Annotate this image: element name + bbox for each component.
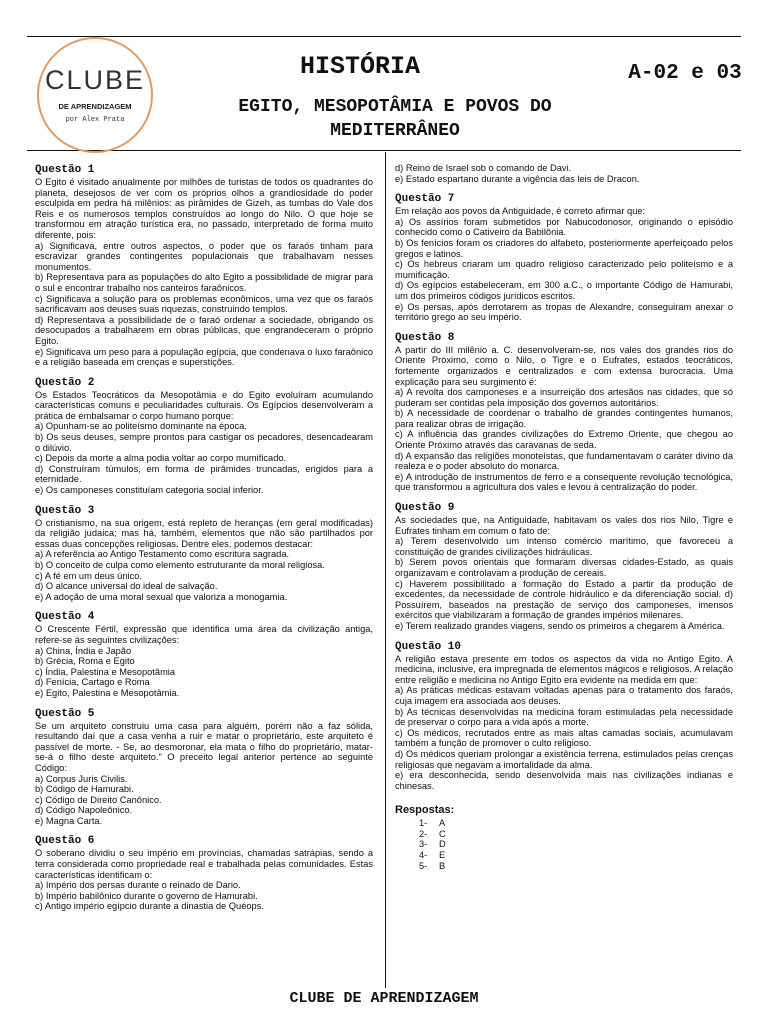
question bbox=[395, 193, 733, 323]
question-text: O cristianismo, na sua origem, está repleto de heranças (em geral modificadas) da religião judaica; mas há, também, elementos que não são partilhados por essas duas concepções religiosas. Dentre eles, podemos destacar: bbox=[35, 517, 373, 549]
option: e) A adoção de uma moral sexual que valoriza a monogamia. bbox=[35, 591, 288, 602]
question-text: O Crescente Fértil, expressão que identifica uma área da civilização antiga, refere-se às seguintes civilizações: bbox=[35, 624, 373, 645]
question bbox=[35, 708, 373, 827]
logo-main-text: CLUBE bbox=[44, 65, 146, 95]
logo-sub-text: DE APRENDIZAGEM bbox=[58, 102, 132, 111]
option: c) A influência das grandes civilizações do Extremo Oriente, que chegou ao Oriente Próximo através das caravanas de seda. bbox=[395, 429, 733, 451]
option: e) Significava um peso para a população egípcia, que condenava o luxo faraônico e a religião baseada em crenças e superstições. bbox=[35, 346, 374, 368]
answer-number: 4- bbox=[419, 850, 428, 861]
answer-key-title: Respostas: bbox=[395, 804, 455, 817]
question-heading: Questão 9 bbox=[395, 502, 455, 515]
option: c) A fé em um deus único. bbox=[35, 570, 142, 581]
answer-item bbox=[395, 839, 733, 850]
option: e) A introdução de instrumentos de ferro e a consequente revolução tecnológica, que transformou a agricultura dos vales e levou à centralização do poder. bbox=[395, 471, 733, 493]
option: c) Antigo império egípcio durante a dinastia de Quéops. bbox=[35, 901, 264, 912]
logo-author-text: por Alex Prata bbox=[65, 116, 125, 124]
page-subtitle: EGITO, MESOPOTÂMIA E POVOS DO MEDITERRÂNEO bbox=[238, 97, 552, 141]
option: c) Os hebreus criaram um quadro religioso caracterizado pelo politeísmo e a mumificação. bbox=[395, 259, 733, 280]
option: e) Magna Carta. bbox=[35, 815, 103, 826]
option: b) Os fenícios foram os criadores do alfabeto, posteriormente aperfeiçoado pelos gregos e latinos. bbox=[395, 237, 733, 259]
question-heading: Questão 3 bbox=[35, 504, 95, 517]
answer-item bbox=[395, 829, 733, 840]
option: b) O conceito de culpa como elemento estruturante da moral religiosa. bbox=[35, 560, 325, 570]
question-heading: Questão 5 bbox=[35, 707, 95, 720]
option: d) O alcance universal do ideal de salvação. bbox=[35, 581, 218, 592]
answer-item bbox=[395, 861, 733, 872]
question-text: A religião estava presente em todos os aspectos da vida no Antigo Egito. A medicina, inclusive, era impregnada de elementos mágicos e religiosos. A relação entre religião e medicina no Antigo Egito era evidente na medida em que: bbox=[395, 653, 733, 685]
option: e) era desconhecida, sendo desenvolvida mais nas civilizações indianas e chinesas. bbox=[395, 770, 733, 791]
option: b) Serem povos orientais que formaram diversas cidades-Estado, as quais organizavam e controlavam a produção de cereais. bbox=[395, 557, 733, 578]
question-text: Em relação aos povos da Antiguidade, é correto afirmar que: bbox=[395, 206, 646, 217]
option: e) Os persas, após derrotarem as tropas de Alexandre, conseguiram anexar o território grego ao seu império. bbox=[395, 301, 733, 323]
answer-item bbox=[395, 850, 733, 861]
option: b) Representava para as populações do alto Egito a possibilidade de migrar para o sul e encontrar trabalho nos canteiros faraônicos. bbox=[35, 272, 373, 293]
page-title: HISTÓRIA bbox=[300, 52, 421, 81]
right-column bbox=[395, 163, 733, 872]
option: b) As técnicas desenvolvidas na medicina foram estimuladas pela necessidade de preservar o corpo para a vida após a morte. bbox=[395, 706, 733, 728]
option: e) Egito, Palestina e Mesopotâmia. bbox=[35, 687, 180, 698]
answer-number: 1- bbox=[419, 817, 428, 828]
answer-letter: A bbox=[439, 817, 446, 828]
option: a) Os assírios foram submetidos por Nabucodonosor, originando o episódio conhecido como o Cativeiro da Babilônia. bbox=[395, 216, 733, 238]
lesson-code: A-02 e 03 bbox=[628, 62, 742, 85]
header-rule bbox=[27, 150, 741, 151]
question bbox=[35, 505, 373, 603]
option: a) Terem desenvolvido um intenso comércio marítimo, que favoreceu a constituição de grandes civilizações hidráulicas. bbox=[395, 536, 733, 557]
option: e) Estado espartano durante a vigência das leis de Dracon. bbox=[395, 173, 640, 184]
option: a) China, Índia e Japão bbox=[35, 645, 132, 656]
option: a) Império dos persas durante o reinado de Dario. bbox=[35, 880, 241, 891]
page-footer: CLUBE DE APRENDIZAGEM bbox=[289, 990, 479, 1007]
answer-letter: B bbox=[439, 861, 446, 872]
question bbox=[395, 332, 733, 493]
option: b) Os seus deuses, sempre prontos para castigar os pecadores, desencadearam o dilúvio. bbox=[35, 432, 373, 453]
question bbox=[35, 611, 373, 698]
option: d) Reino de Israel sob o comando de Davi. bbox=[395, 163, 572, 173]
question-text: A partir do III milênio a. C. desenvolveram-se, nos vales dos grandes rios do Oriente Próximo, como o Nilo, o Tigre e o Eufrates, estados teocráticos, fortemente organizados e centralizados e com extensa burocracia. Uma explicação para seu surgimento é: bbox=[395, 344, 733, 387]
question bbox=[35, 377, 373, 496]
option: a) Significava, entre outros aspectos, o poder que os faraós tinham para escravizar grandes contingentes populacionais que trabalhavam nesses monumentos. bbox=[35, 240, 373, 272]
option: d) Os médicos queriam prolongar a existência terrena, estimulados pelas crenças religiosas que negavam a imortalidade da alma. bbox=[395, 748, 733, 770]
left-column bbox=[35, 164, 373, 921]
question-heading: Questão 1 bbox=[35, 164, 95, 176]
option: d) Os egípcios estabeleceram, em 300 a.C., o importante Código de Hamurabi, um dos primeiros códigos jurídicos escritos. bbox=[395, 280, 733, 301]
answer-item bbox=[395, 818, 733, 829]
question-text: As sociedades que, na Antiguidade, habitavam os vales dos rios Nilo, Tigre e Eufrates tinham em comum o fato de: bbox=[395, 515, 733, 536]
option: b) Grécia, Roma e Egito bbox=[35, 656, 135, 667]
option: a) Opunham-se ao politeísmo dominante na época. bbox=[35, 421, 247, 432]
option: b) Império babilônico durante o governo de Hamurabi. bbox=[35, 890, 258, 901]
option: c) Significava a solução para os problemas econômicos, uma vez que os faraós sacrificavam aos deuses suas riquezas, construindo templos. bbox=[35, 293, 373, 315]
question-continued bbox=[395, 163, 733, 184]
option: c) Haverem possibilitado a formação do Estado a partir da produção de excedentes, da necessidade de controle hidráulico e da diferenciação social. d) Possuírem, baseados na prestação de serviço dos camponeses, imensos exércitos que viabilizaram a formação de grandes impérios milenares. bbox=[395, 578, 733, 621]
answer-letter: E bbox=[439, 850, 446, 861]
question-heading: Questão 10 bbox=[395, 640, 462, 653]
question bbox=[395, 502, 733, 632]
column-divider bbox=[385, 152, 386, 988]
option: a) A revolta dos camponeses e a insurreição dos artesãos nas cidades, que só puderam ser contidas pela imposição dos governos autoritários. bbox=[395, 387, 733, 408]
question-text: O soberano dividiu o seu império em províncias, chamadas satrápias, sendo a terra considerada como propriedade real e trabalhada pelas comunidades. Estas características identificam o: bbox=[35, 848, 373, 880]
question-text: Se um arquiteto construiu uma casa para alguém, porém não a faz sólida, resultando daí que a casa venha a ruir e matar o proprietário, este arquiteto é passível de morte. - Se, ao desmoronar, ela mata o filho do proprietário, matar-se-á o filho deste arquiteto." O preceito legal anterior pertence ao seguinte Código: bbox=[35, 720, 373, 773]
option: c) Os médicos, recrutados entre as mais altas camadas sociais, acumulavam também a função de promover o culto religioso. bbox=[395, 727, 733, 749]
option: a) Corpus Juris Civilis. bbox=[35, 773, 128, 784]
question-text: Os Estados Teocráticos da Mesopotâmia e do Egito evoluíram acumulando características comuns e peculiaridades culturais. Os Egípcios desenvolveram a prática de embalsamar o corpo humano porque: bbox=[35, 389, 373, 421]
answer-key bbox=[395, 805, 733, 872]
question-text: O Egito é visitado anualmente por milhões de turistas de todos os quadrantes do planeta, desejosos de ver com os próprios olhos a grandiosidade do poder esculpida em pedra há milênios: as pirâmides de Gizeh, as tumbas do Vale dos Reis e os numerosos templos construídos ao longo do Nilo. O que hoje se transformou em atração turística era, no passado, interpretado de forma muito diferente, pois: bbox=[35, 177, 373, 240]
answer-number: 3- bbox=[419, 839, 428, 850]
question bbox=[35, 835, 373, 912]
top-rule bbox=[27, 36, 741, 37]
answer-letter: D bbox=[439, 839, 446, 850]
option: a) As práticas médicas estavam voltadas apenas para o tratamento dos faraós, cuja imagem era associada aos deuses. bbox=[395, 685, 733, 706]
option: e) Os camponeses constituíam categoria social inferior. bbox=[35, 485, 264, 496]
question-heading: Questão 4 bbox=[35, 611, 95, 624]
option: c) Depois da morte a alma podia voltar ao corpo mumificado. bbox=[35, 453, 287, 464]
option: d) Representava a possibilidade de o faraó ordenar a sociedade, obrigando os desocupados a trabalharem em obras públicas, que engrandeceram o próprio Egito. bbox=[35, 314, 373, 346]
option: c) Índia, Palestina e Mesopotâmia bbox=[35, 666, 176, 677]
option: d) Fenícia, Cartago e Roma bbox=[35, 677, 150, 688]
question bbox=[35, 164, 373, 368]
answer-number: 5- bbox=[419, 861, 428, 872]
option: d) Código Napoleônico. bbox=[35, 805, 133, 816]
option: d) A expansão das religiões monoteístas, que fundamentavam o caráter divino da realeza e o poder absoluto do monarca. bbox=[395, 450, 733, 472]
question-heading: Questão 2 bbox=[35, 376, 95, 389]
answer-letter: C bbox=[439, 828, 446, 839]
option: b) Código de Hamurabi. bbox=[35, 784, 134, 795]
question-heading: Questão 8 bbox=[395, 331, 455, 344]
question-heading: Questão 7 bbox=[395, 193, 455, 206]
option: b) A necessidade de coordenar o trabalho de grandes contingentes humanos, para realizar obras de irrigação. bbox=[395, 408, 733, 429]
club-logo bbox=[37, 37, 153, 153]
option: a) A referência ao Antigo Testamento como escritura sagrada. bbox=[35, 549, 290, 560]
option: c) Código de Direito Canônico. bbox=[35, 794, 162, 805]
option: d) Construíram túmulos, em forma de pirâmides truncadas, erigidos para a eternidade. bbox=[35, 463, 373, 485]
answer-number: 2- bbox=[419, 828, 428, 839]
question-heading: Questão 6 bbox=[35, 835, 95, 848]
question bbox=[395, 641, 733, 792]
option: e) Terem realizado grandes viagens, sendo os primeiros a chegarem à América. bbox=[395, 620, 725, 631]
